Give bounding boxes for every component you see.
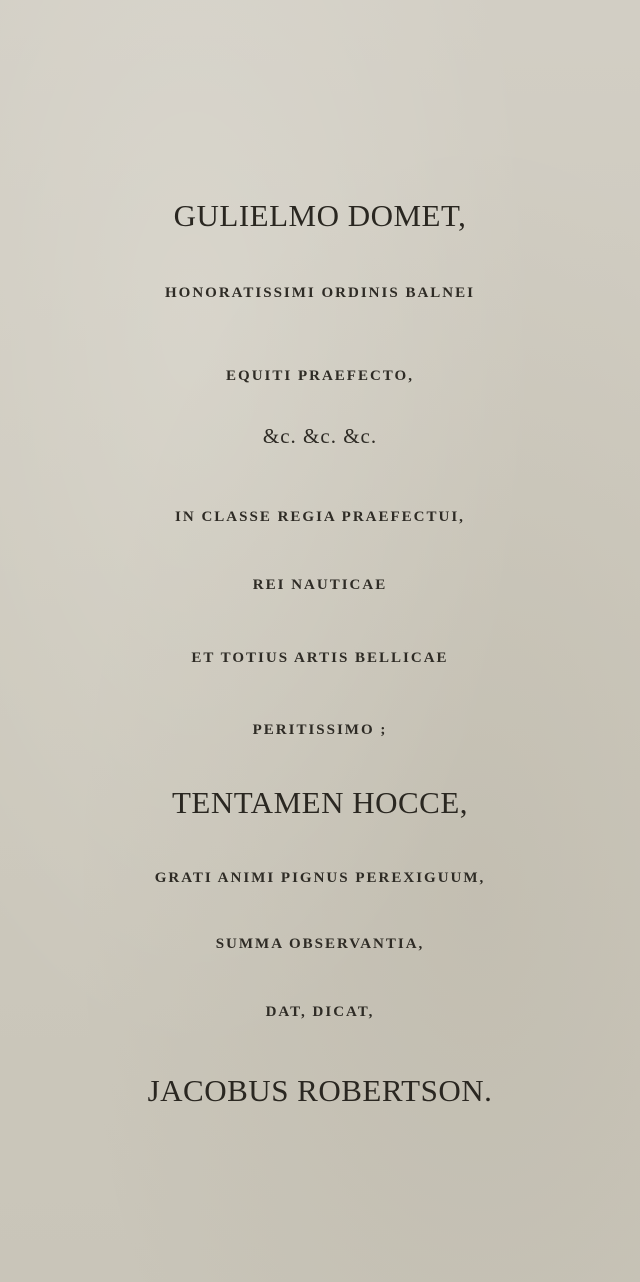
dedication-line-tentamen: TENTAMEN HOCCE,: [171, 785, 469, 820]
dedication-line-war: ET TOTIUS ARTIS BELLICAE: [191, 650, 449, 666]
dedicatee-name: GULIELMO DOMET,: [173, 198, 467, 233]
dedication-line-pledge: GRATI ANIMI PIGNUS PEREXIGUUM,: [154, 870, 486, 886]
dedication-line-dat-dicat: DAT, DICAT,: [265, 1004, 375, 1020]
dedication-line-expert: PERITISSIMO ;: [252, 722, 388, 738]
dedication-line-etc: &c. &c. &c.: [262, 424, 378, 448]
dedication-line-rank: EQUITI PRAEFECTO,: [226, 368, 414, 384]
author-name: JACOBUS ROBERTSON.: [147, 1073, 493, 1108]
dedication-line-nautical: REI NAUTICAE: [252, 577, 388, 593]
dedication-line-navy: IN CLASSE REGIA PRAEFECTUI,: [175, 509, 465, 525]
dedication-line-respect: SUMMA OBSERVANTIA,: [215, 936, 425, 952]
dedication-line-honour: HONORATISSIMI ORDINIS BALNEI: [165, 285, 475, 301]
